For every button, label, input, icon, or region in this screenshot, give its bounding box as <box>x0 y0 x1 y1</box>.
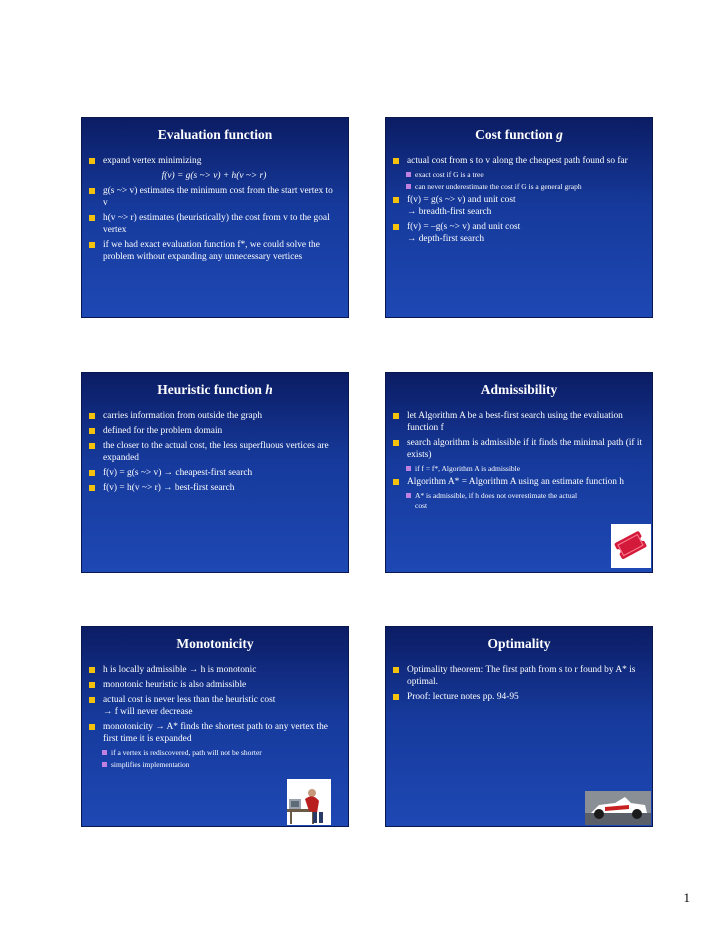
bullet-text: f(v) = g(s ~> v) and unit cost <box>407 195 516 205</box>
formula-line: f(v) = g(s ~> v) + h(v ~> r) <box>161 171 267 181</box>
slide-heuristic-function <box>81 372 349 573</box>
bullet-item: monotonicity → A* finds the shortest path to any vertex the first time it is expanded <box>89 721 339 745</box>
sub-bullet-item: exact cost if G is a tree <box>393 170 643 180</box>
bullet-item: defined for the problem domain <box>89 425 339 437</box>
bullet-item: h is locally admissible → h is monotonic <box>89 664 339 676</box>
page-number: 1 <box>683 890 690 905</box>
bullet-item: f(v) = g(s ~> v) → cheapest-first search <box>89 467 339 479</box>
bullet-list <box>393 664 643 706</box>
bullet-item: monotonic heuristic is also admissible <box>89 679 339 691</box>
slide-monotonicity <box>81 626 349 827</box>
bullet-item <box>393 194 643 218</box>
sub-bullet-item: simplifies implementation <box>89 760 339 770</box>
bullet-item: the closer to the actual cost, the less superfluous vertices are expanded <box>89 440 339 464</box>
bullet-item: g(s ~> v) estimates the minimum cost from the start vertex to v <box>89 185 339 209</box>
slide-optimality <box>385 626 653 827</box>
title-symbol: g <box>556 127 563 142</box>
bullet-list <box>89 155 339 266</box>
ticket-icon <box>611 524 651 568</box>
title-text: Cost function <box>475 127 553 142</box>
bullet-item: f(v) = h(v ~> r) → best-first search <box>89 482 339 494</box>
bullet-continuation: → depth-first search <box>407 234 485 244</box>
bullet-item: if we had exact evaluation function f*, we could solve the problem without expanding any unnecessary vertices <box>89 239 339 263</box>
bullet-continuation: → breadth-first search <box>407 207 492 217</box>
bullet-item: carries information from outside the graph <box>89 410 339 422</box>
bullet-item: Proof: lecture notes pp. 94-95 <box>393 691 643 703</box>
bullet-text: f(v) = –g(s ~> v) and unit cost <box>407 222 521 232</box>
title-text: Heuristic function <box>157 382 262 397</box>
bullet-item: Optimality theorem: The first path from s to r found by A* is optimal. <box>393 664 643 688</box>
race-car-icon <box>585 791 651 825</box>
bullet-item: search algorithm is admissible if it finds the minimal path (if it exists) <box>393 437 643 461</box>
bullet-list <box>89 664 339 772</box>
bullet-item <box>89 694 339 718</box>
bullet-list <box>89 410 339 497</box>
bullet-text: actual cost is never less than the heuristic cost <box>103 695 276 705</box>
person-at-desk-icon <box>287 779 331 825</box>
slide-title: Optimality <box>487 636 551 651</box>
slide-title <box>81 382 349 398</box>
title-symbol: h <box>265 382 273 397</box>
slide-title <box>385 127 653 143</box>
bullet-item: actual cost from s to v along the cheapest path found so far <box>393 155 643 167</box>
bullet-item: let Algorithm A be a best-first search using the evaluation function f <box>393 410 643 434</box>
bullet-item: expand vertex minimizing <box>89 155 339 167</box>
sub-bullet-item: if f = f*, Algorithm A is admissible <box>393 464 643 474</box>
bullet-item: Algorithm A* = Algorithm A using an estimate function h <box>393 476 643 488</box>
bullet-item <box>393 221 643 245</box>
sub-bullet-item: if a vertex is rediscovered, path will not be shorter <box>89 748 339 758</box>
sub-bullet-item: can never underestimate the cost if G is a general graph <box>393 182 643 192</box>
slide-title: Evaluation function <box>157 127 273 142</box>
slide-cost-function <box>385 117 653 318</box>
sub-bullet-item: A* is admissible, if h does not overestimate the actual cost <box>393 491 643 511</box>
bullet-list <box>393 155 643 248</box>
bullet-list <box>393 410 643 513</box>
slide-admissibility <box>385 372 653 573</box>
bullet-continuation: → f will never decrease <box>103 707 193 717</box>
bullet-item: h(v ~> r) estimates (heuristically) the cost from v to the goal vertex <box>89 212 339 236</box>
slide-title: Admissibility <box>480 382 558 397</box>
slide-title: Monotonicity <box>176 636 254 651</box>
slide-evaluation-function <box>81 117 349 318</box>
